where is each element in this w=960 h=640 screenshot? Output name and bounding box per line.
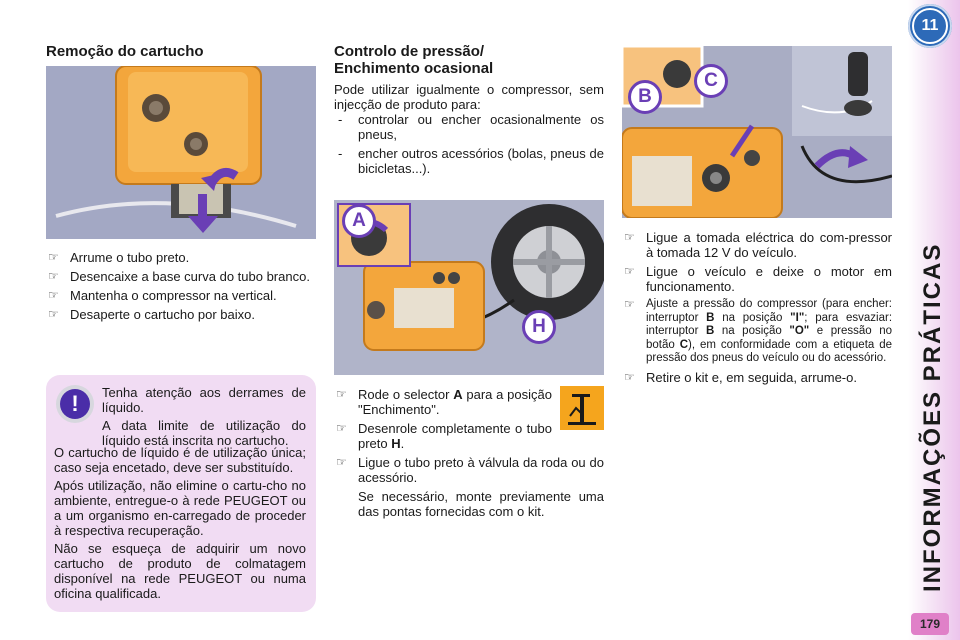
inflate-mode-symbol (560, 386, 604, 430)
list-item: ☞ Ajuste a pressão do compressor (para encher: interruptor B na posição "I"; para esvaziar: interruptor B na posição "O" e pressão no botão C), em conformidade com a etiqueta de pressão dos pneus do veículo ou do acessório. (624, 297, 893, 364)
cartridge-illustration-svg (46, 66, 316, 239)
note-text: A data limite de utilização do líquido está inscrita no cartucho. (102, 418, 306, 448)
list-item: ☞ Desenrole completamente o tubo preto H. (336, 421, 552, 451)
pointing-finger-icon: ☞ (48, 269, 59, 283)
chapter-badge (908, 4, 952, 48)
label-c: C (694, 64, 728, 98)
list-item: ☞ Rode o selector A para a posição "Enchimento". (336, 387, 552, 417)
tyre-inflate-icon (560, 386, 604, 430)
pointing-finger-icon: ☞ (48, 288, 59, 302)
col2-intro: Pode utilizar igualmente o compressor, sem injecção de produto para: (334, 82, 604, 112)
label-b: B (628, 80, 662, 114)
section-title: INFORMAÇÕES PRÁTICAS (919, 242, 946, 592)
warning-icon: ! (56, 385, 94, 423)
pointing-finger-icon: ☞ (336, 455, 347, 469)
list-item: ☞ Ligue o tubo preto à válvula da roda ou do acessório. (336, 455, 604, 485)
col2-title: Controlo de pressão/ Enchimento ocasional (334, 43, 494, 77)
list-item: ☞ Mantenha o compressor na vertical. (48, 288, 277, 303)
col2-uses (334, 112, 604, 176)
list-item: ☞ Ligue a tomada eléctrica do com-pressor à tomada 12 V do veículo. (624, 230, 892, 260)
note-text: Tenha atenção aos derrames de líquido. (102, 385, 306, 415)
note-text: Após utilização, não elimine o cartu-cho no ambiente, entregue-o à rede PEUGEOT ou a um organismo en-carregado de proceder à respectiva recuperação. (54, 478, 306, 538)
pointing-finger-icon: ☞ (624, 369, 635, 384)
note-text: Não se esqueça de adquirir um novo cartucho de produto de colmatagem disponível na rede PEUGEOT ou numa oficina qualificada. (54, 541, 306, 601)
pointing-finger-icon: ☞ (624, 297, 635, 311)
cartridge-removal-illustration (46, 66, 316, 239)
list-item: ☞ Desaperte o cartucho por baixo. (48, 307, 255, 322)
list-item: - encher outros acessórios (bolas, pneus de bicicletas...). (338, 146, 604, 176)
col1-title: Remoção do cartucho (46, 43, 204, 60)
list-item: ☞ Retire o kit e, em seguida, arrume-o. (624, 369, 857, 385)
compressor-plug-illustration (622, 46, 892, 218)
warning-note (46, 375, 316, 612)
page-number: 179 (911, 613, 949, 635)
col1-steps (46, 250, 316, 326)
pointing-finger-icon: ☞ (624, 230, 635, 244)
pointing-finger-icon: ☞ (336, 387, 347, 401)
list-item: - controlar ou encher ocasionalmente os pneus, (338, 112, 604, 142)
col2-step3-note: Se necessário, monte previamente uma das pontas fornecidas com o kit. (358, 489, 604, 519)
pointing-finger-icon: ☞ (48, 307, 59, 321)
pointing-finger-icon: ☞ (48, 250, 59, 264)
pointing-finger-icon: ☞ (624, 264, 635, 278)
col3-steps (622, 230, 892, 389)
list-item: ☞ Desencaixe a base curva do tubo branco. (48, 269, 310, 284)
list-item: ☞ Arrume o tubo preto. (48, 250, 190, 265)
list-item: ☞ Ligue o veículo e deixe o motor em funcionamento. (624, 264, 892, 294)
label-h: H (522, 310, 556, 344)
compressor-tyre-illustration (334, 200, 604, 375)
note-text: O cartucho de líquido é de utilização única; caso seja encetado, deve ser substituído. (54, 445, 306, 475)
chapter-number: 11 (912, 8, 948, 44)
pointing-finger-icon: ☞ (336, 421, 347, 435)
label-a: A (342, 204, 376, 238)
compressor-plug-svg (622, 46, 892, 218)
